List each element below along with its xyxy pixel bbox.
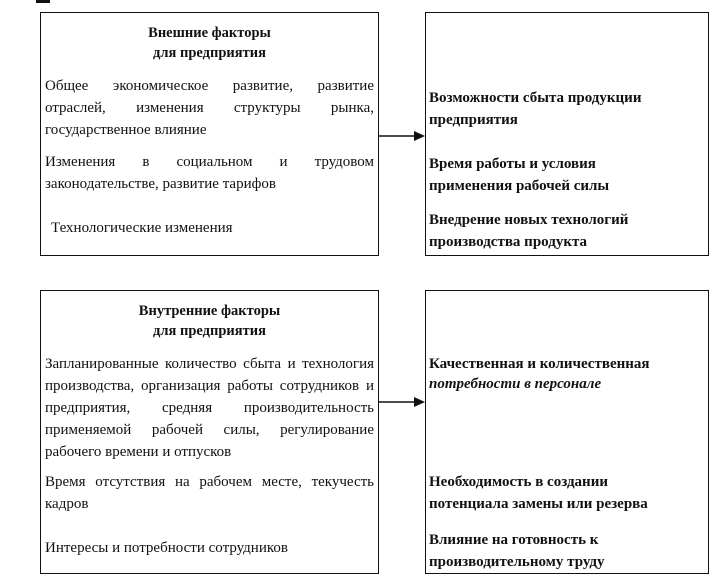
internal-factors-title-line2: для предприятия bbox=[153, 323, 266, 339]
internal-effect-item: Влияние на готовность к производительному труду bbox=[429, 532, 605, 570]
external-factors-title-line2: для предприятия bbox=[153, 45, 266, 61]
internal-effect-item: Необходимость в создании потенциала замены или резерва bbox=[429, 474, 648, 512]
external-factor-item: Изменения в социальном и трудовом законодательстве, развитие тарифов bbox=[45, 154, 374, 192]
internal-factors-title-line1: Внутренние факторы bbox=[138, 303, 281, 319]
external-effect-item: Время работы и условия применения рабочей силы bbox=[429, 156, 610, 194]
external-factor-item: Технологические изменения bbox=[51, 220, 233, 236]
arrow-external bbox=[379, 131, 425, 141]
internal-factor-item: Время отсутствия на рабочем месте, текучесть кадров bbox=[45, 474, 374, 512]
internal-effect-item-line2: потребности в персонале bbox=[429, 376, 602, 392]
external-effect-item: Возможности сбыта продукции предприятия bbox=[429, 90, 642, 128]
internal-effect-item-line1: Качественная и количественная bbox=[429, 356, 650, 372]
external-factors-title-line1: Внешние факторы bbox=[148, 25, 271, 41]
external-factor-item: Общее экономическое развитие, развитие отраслей, изменения структуры рынка, государственное влияние bbox=[45, 78, 374, 138]
internal-factor-item: Запланированные количество сбыта и технология производства, организация работы сотрудников и предприятия, средняя производительность применяемой рабочей силы, регулирование рабочего времени и отпусков bbox=[45, 356, 374, 460]
internal-factor-item: Интересы и потребности сотрудников bbox=[45, 540, 288, 556]
arrow-internal bbox=[379, 397, 425, 407]
external-effect-item: Внедрение новых технологий производства продукта bbox=[429, 212, 629, 250]
